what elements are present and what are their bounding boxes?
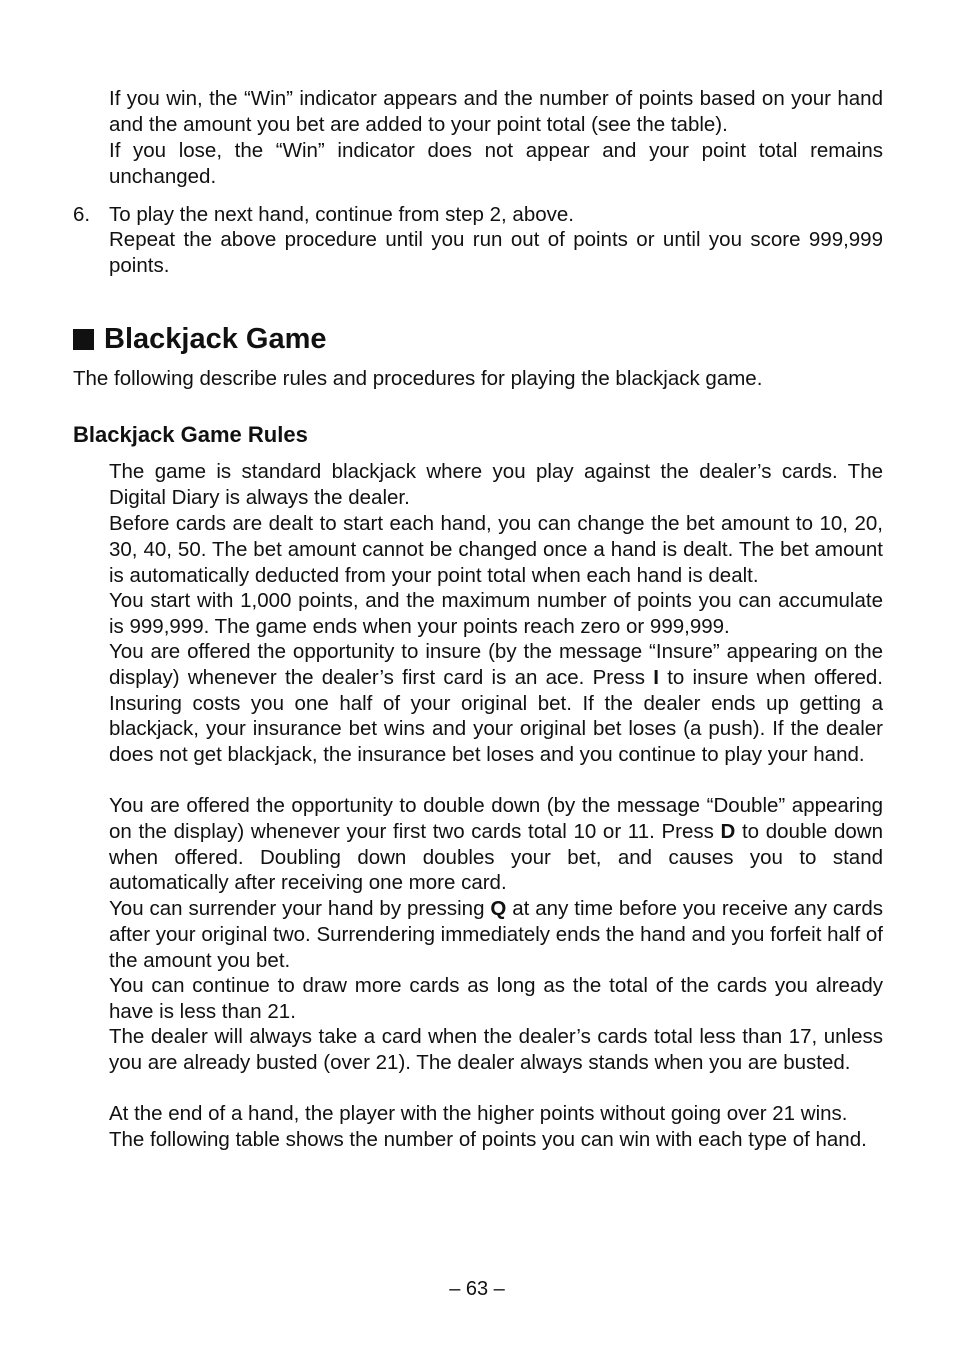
rules-p5-text-a: You are offered the opportunity to double down (by the message “Double” appearing on the display) whenever your first two cards total 10 or 11. Press	[109, 794, 883, 843]
insure-key: I	[653, 665, 659, 689]
step-number: 6.	[73, 203, 91, 226]
rules-paragraph-7: You can continue to draw more cards as long as the total of the cards you already have is less than 21.	[109, 974, 883, 1023]
rules-p5-text-b: to double down when offered. Doubling down doubles your bet, and causes you to stand automatically after receiving one more card.	[109, 819, 883, 895]
rules-p6-text-a: You can surrender your hand by pressing	[109, 897, 491, 920]
section-title	[73, 321, 326, 357]
page-number: – 63 –	[449, 1278, 505, 1300]
rules-paragraph-10: The following table shows the number of points you can win with each type of hand.	[109, 1128, 867, 1151]
rules-p4-text-b: to insure when offered. Insuring costs you one half of your original bet. If the dealer ends up getting a blackjack, your insurance bet wins and your original bet loses (a push). If the dealer does not get blackjack, the insurance bet loses and you continue to play your hand.	[109, 665, 883, 767]
rules-paragraph-2: Before cards are dealt to start each hand, you can change the bet amount to 10, 20, 30, 40, 50. The bet amount cannot be changed once a hand is dealt. The bet amount is automatically deducted from your point total when each hand is dealt.	[109, 512, 883, 587]
rules-paragraph-5	[109, 793, 883, 896]
rules-p6-text-b: at any time before you receive any cards after your original two. Surrendering immediately ends the hand and you forfeit half of the amount you bet.	[109, 897, 883, 972]
section-intro: The following describe rules and procedures for playing the blackjack game.	[73, 367, 763, 390]
rules-paragraph-9: At the end of a hand, the player with the higher points without going over 21 wins.	[109, 1102, 848, 1125]
rules-paragraph-4	[109, 639, 883, 768]
lose-paragraph: If you lose, the “Win” indicator does not appear and your point total remains unchanged.	[109, 139, 883, 188]
step6-line1: To play the next hand, continue from step 2, above.	[109, 203, 574, 226]
rules-heading: Blackjack Game Rules	[73, 422, 308, 447]
square-bullet-icon	[73, 329, 94, 350]
rules-p4-text-a: You are offered the opportunity to insure (by the message “Insure” appearing on the display) whenever the dealer’s first card is an ace. Press	[109, 640, 883, 689]
surrender-key: Q	[490, 897, 507, 920]
rules-paragraph-8: The dealer will always take a card when the dealer’s cards total less than 17, unless you are already busted (over 21). The dealer always stands when you are busted.	[109, 1025, 883, 1074]
rules-paragraph-3: You start with 1,000 points, and the maximum number of points you can accumulate is 999,999. The game ends when your points reach zero or 999,999.	[109, 589, 883, 638]
section-title-text: Blackjack Game	[104, 323, 327, 355]
double-key: D	[720, 819, 736, 843]
rules-paragraph-6	[109, 896, 883, 973]
step6-line2: Repeat the above procedure until you run out of points or until you score 999,999 points.	[109, 228, 883, 277]
win-paragraph: If you win, the “Win” indicator appears and the number of points based on your hand and the amount you bet are added to your point total (see the table).	[109, 87, 883, 136]
rules-paragraph-1: The game is standard blackjack where you play against the dealer’s cards. The Digital Diary is always the dealer.	[109, 460, 883, 509]
